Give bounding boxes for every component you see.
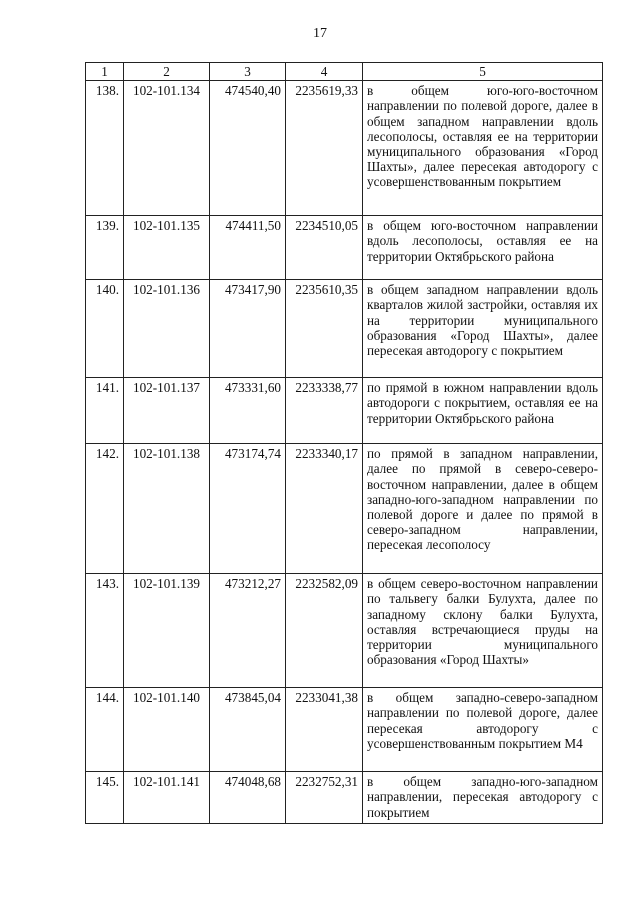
x-coordinate: 473845,04 — [210, 688, 286, 772]
row-number: 145. — [86, 772, 124, 824]
y-coordinate: 2232752,31 — [286, 772, 363, 824]
column-header-point-code: 2 — [124, 63, 210, 81]
column-header-number: 1 — [86, 63, 124, 81]
x-coordinate: 474540,40 — [210, 81, 286, 216]
x-coordinate: 473417,90 — [210, 280, 286, 378]
point-code: 102-101.136 — [124, 280, 210, 378]
row-number: 143. — [86, 574, 124, 688]
point-code: 102-101.141 — [124, 772, 210, 824]
column-header-description: 5 — [363, 63, 603, 81]
boundary-points-table — [85, 62, 603, 824]
x-coordinate: 473212,27 — [210, 574, 286, 688]
column-header-y-coordinate: 4 — [286, 63, 363, 81]
row-number: 144. — [86, 688, 124, 772]
point-code: 102-101.134 — [124, 81, 210, 216]
x-coordinate: 474411,50 — [210, 216, 286, 280]
table-row — [86, 688, 603, 772]
boundary-description: в общем юго-юго-восточном направлении по полевой дороге, далее в общем западном направлении вдоль лесополосы, оставляя ее на территории муниципального образования «Город Шахты», далее пересекая автодорогу с усовершенствованным покрытием — [363, 81, 603, 216]
page-number: 17 — [313, 26, 327, 41]
header-row — [86, 63, 603, 81]
row-number: 141. — [86, 378, 124, 444]
y-coordinate: 2235619,33 — [286, 81, 363, 216]
y-coordinate: 2233338,77 — [286, 378, 363, 444]
table-row — [86, 772, 603, 824]
y-coordinate: 2232582,09 — [286, 574, 363, 688]
boundary-description: по прямой в южном направлении вдоль автодороги с покрытием, оставляя ее на территории Октябрьского района — [363, 378, 603, 444]
boundary-description: в общем северо-восточном направлении по тальвегу балки Булухта, далее по западному склону балки Булухта, оставляя встречающиеся пруды на территории муниципального образования «Город Шахты» — [363, 574, 603, 688]
y-coordinate: 2235610,35 — [286, 280, 363, 378]
row-number: 138. — [86, 81, 124, 216]
y-coordinate: 2233340,17 — [286, 444, 363, 574]
boundary-description: в общем западно-юго-западном направлении, пересекая автодорогу с покрытием — [363, 772, 603, 824]
row-number: 139. — [86, 216, 124, 280]
table-body — [86, 81, 603, 824]
row-number: 142. — [86, 444, 124, 574]
point-code: 102-101.139 — [124, 574, 210, 688]
point-code: 102-101.138 — [124, 444, 210, 574]
x-coordinate: 473174,74 — [210, 444, 286, 574]
point-code: 102-101.135 — [124, 216, 210, 280]
y-coordinate: 2233041,38 — [286, 688, 363, 772]
boundary-description: по прямой в западном направлении, далее по прямой в северо-северо-восточном направлении, далее в общем западно-юго-западном направлении по полевой дороге и далее по прямой в северо-западном направлении, пересекая лесополосу — [363, 444, 603, 574]
table-row — [86, 378, 603, 444]
column-header-x-coordinate: 3 — [210, 63, 286, 81]
table-row — [86, 280, 603, 378]
table-row — [86, 81, 603, 216]
table-row — [86, 444, 603, 574]
x-coordinate: 473331,60 — [210, 378, 286, 444]
row-number: 140. — [86, 280, 124, 378]
boundary-description: в общем западно-северо-западном направлении по полевой дороге, далее пересекая автодорогу с усовершенствованным покрытием М4 — [363, 688, 603, 772]
table-row — [86, 574, 603, 688]
y-coordinate: 2234510,05 — [286, 216, 363, 280]
boundary-description: в общем западном направлении вдоль кварталов жилой застройки, оставляя их на территории муниципального образования «Город Шахты», далее пересекая автодорогу с покрытием — [363, 280, 603, 378]
x-coordinate: 474048,68 — [210, 772, 286, 824]
boundary-description: в общем юго-восточном направлении вдоль лесополосы, оставляя ее на территории Октябрьского района — [363, 216, 603, 280]
table-row — [86, 216, 603, 280]
point-code: 102-101.140 — [124, 688, 210, 772]
table-header — [86, 63, 603, 81]
point-code: 102-101.137 — [124, 378, 210, 444]
